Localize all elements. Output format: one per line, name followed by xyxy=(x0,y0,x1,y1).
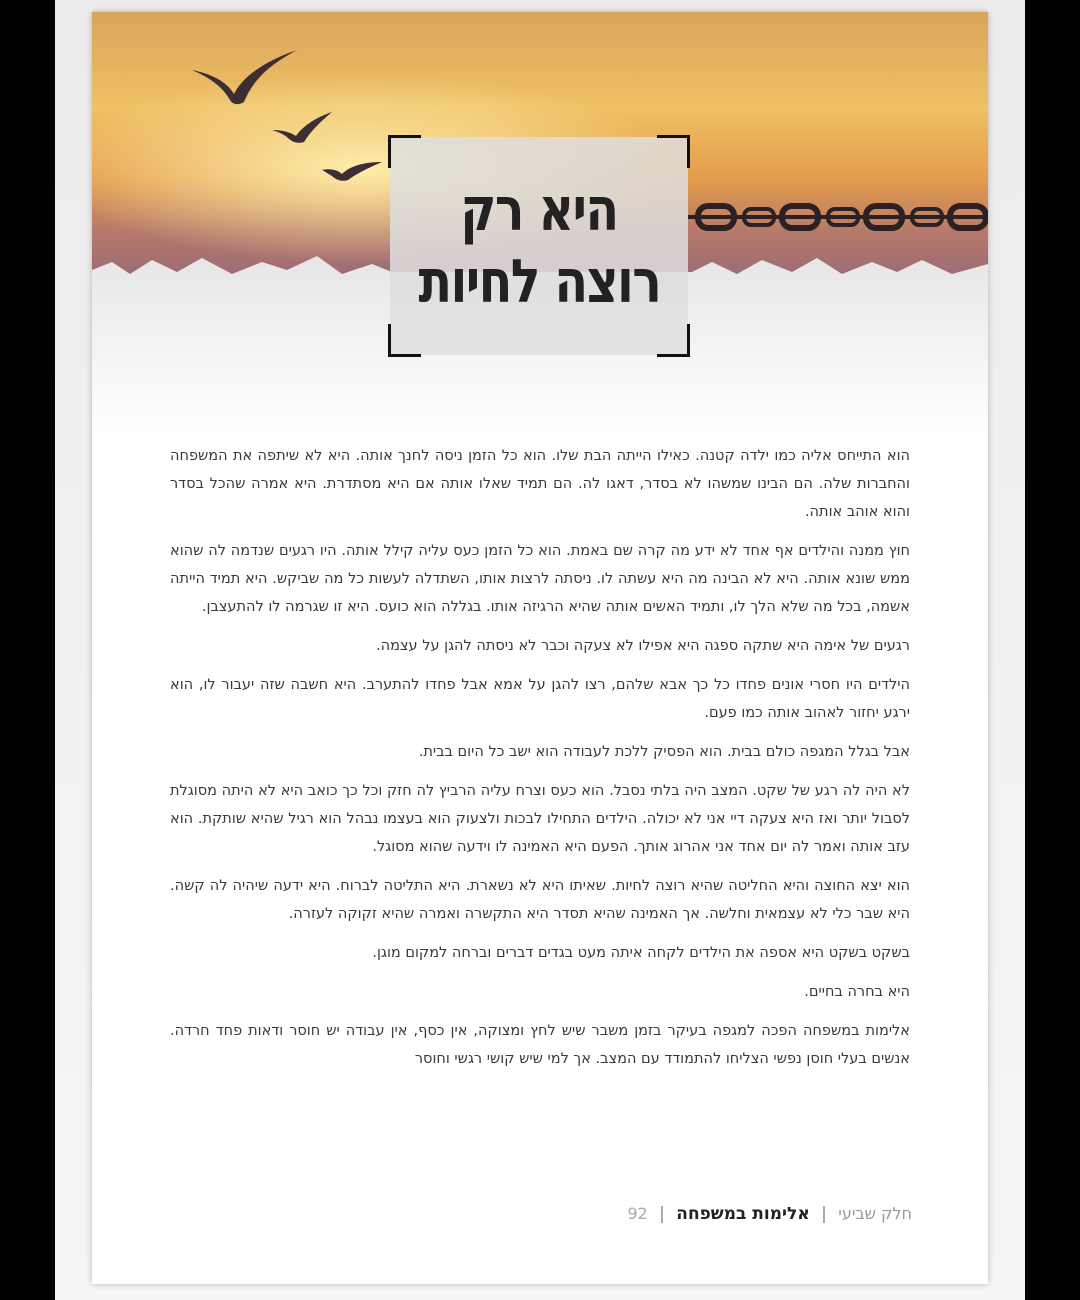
footer-book-title: אלימות במשפחה xyxy=(676,1204,810,1224)
paragraph: היא בחרה בחיים. xyxy=(804,984,910,1000)
footer-separator: | xyxy=(659,1204,665,1224)
paragraph: הוא יצא החוצה והיא החליטה שהיא רוצה לחיות. שאיתו היא לא נשארת. היא התליטה לברוח. היא ידעה שיהיה לה קשה. היא שבר כלי לא עצמאית וחלשה. אך האמינה שהיא תסדר היא התקשרה ואמרה שהיא זקוקה לעזרה. xyxy=(170,878,910,922)
page-footer xyxy=(627,1204,912,1224)
title-box xyxy=(390,137,688,355)
frame-corner xyxy=(657,324,690,357)
title-line-1: היא רק xyxy=(460,175,618,245)
frame-corner xyxy=(388,324,421,357)
page-number: 92 xyxy=(627,1204,648,1223)
title-line-2: רוצה לחיות xyxy=(418,247,660,317)
article-body xyxy=(170,442,910,1084)
footer-section: חלק שביעי xyxy=(838,1204,912,1223)
frame-corner xyxy=(388,135,421,168)
paragraph: חוץ ממנה והילדים אף אחד לא ידע מה קרה שם באמת. הוא כל הזמן כעס עליה קילל אותה. היו רגעים שנדמה לה שהוא ממש שונא אותה. היא לא הבינה מה היא עשתה לו. ניסתה לרצות אותו, השתדלה לעשות כל מה שביקש. היא תמיד הייתה אשמה, בכל מה שלא הלך לו, ותמיד האשים אותה שהיא הרגיזה אותו. בגללה הוא כועס. היא זו שגרמה לו להתעצבן. xyxy=(170,543,910,615)
frame-corner xyxy=(657,135,690,168)
document-page xyxy=(92,12,988,1284)
paragraph: אבל בגלל המגפה כולם בבית. הוא הפסיק ללכת לעבודה הוא ישב כל היום בבית. xyxy=(418,744,910,760)
paragraph: הוא התייחס אליה כמו ילדה קטנה. כאילו הייתה הבת שלו. הוא כל הזמן ניסה לחנך אותה. היא לא שיתפה את המשפחה והחברות שלה. הם הבינו שמשהו לא בסדר, דאגו לה. הם תמיד שאלו אותה אם היא מסתדרת. היא אמרה שהכל בסדר והוא אוהב אותה. xyxy=(170,448,910,520)
paragraph: הילדים היו חסרי אונים פחדו כל כך אבא שלהם, רצו להגן על אמא אבל פחדו להתערב. היא חשבה שזה יעבור לו, הוא ירגע יחזור לאהוב אותה כמו פעם. xyxy=(170,677,910,721)
paragraph: בשקט בשקט היא אספה את הילדים לקחה איתה מעט בגדים דברים וברחה למקום מוגן. xyxy=(372,945,910,961)
paragraph: אלימות במשפחה הפכה למגפה בעיקר בזמן משבר שיש לחץ ומצוקה, אין כסף, אין עבודה יש חוסר ודאות פחד חרדה. אנשים בעלי חוסן נפשי הצליחו להתמודד עם המצב. אך למי שיש קושי רגשי וחוסר xyxy=(170,1023,910,1067)
paragraph: רגעים של אימה היא שתקה ספגה היא אפילו לא צעקה וכבר לא ניסתה להגן על עצמה. xyxy=(375,638,910,654)
footer-separator: | xyxy=(821,1204,827,1224)
paragraph: לא היה לה רגע של שקט. המצב היה בלתי נסבל. הוא כעס וצרח עליה הרביץ לה חזק וכל כך כואב היא לא היתה מסוגלת לסבול יותר ואז היא צעקה דיי אני לא יכולה. הילדים התחילו לבכות ולצעוק הוא בעצמו נבהל הוא רגיל שהיא שותקת. הוא עזב אותה ואמר לה יום אחד אני אהרוג אותך. הפעם היא האמינה לו וידעה שהוא מסוגל. xyxy=(170,783,910,855)
